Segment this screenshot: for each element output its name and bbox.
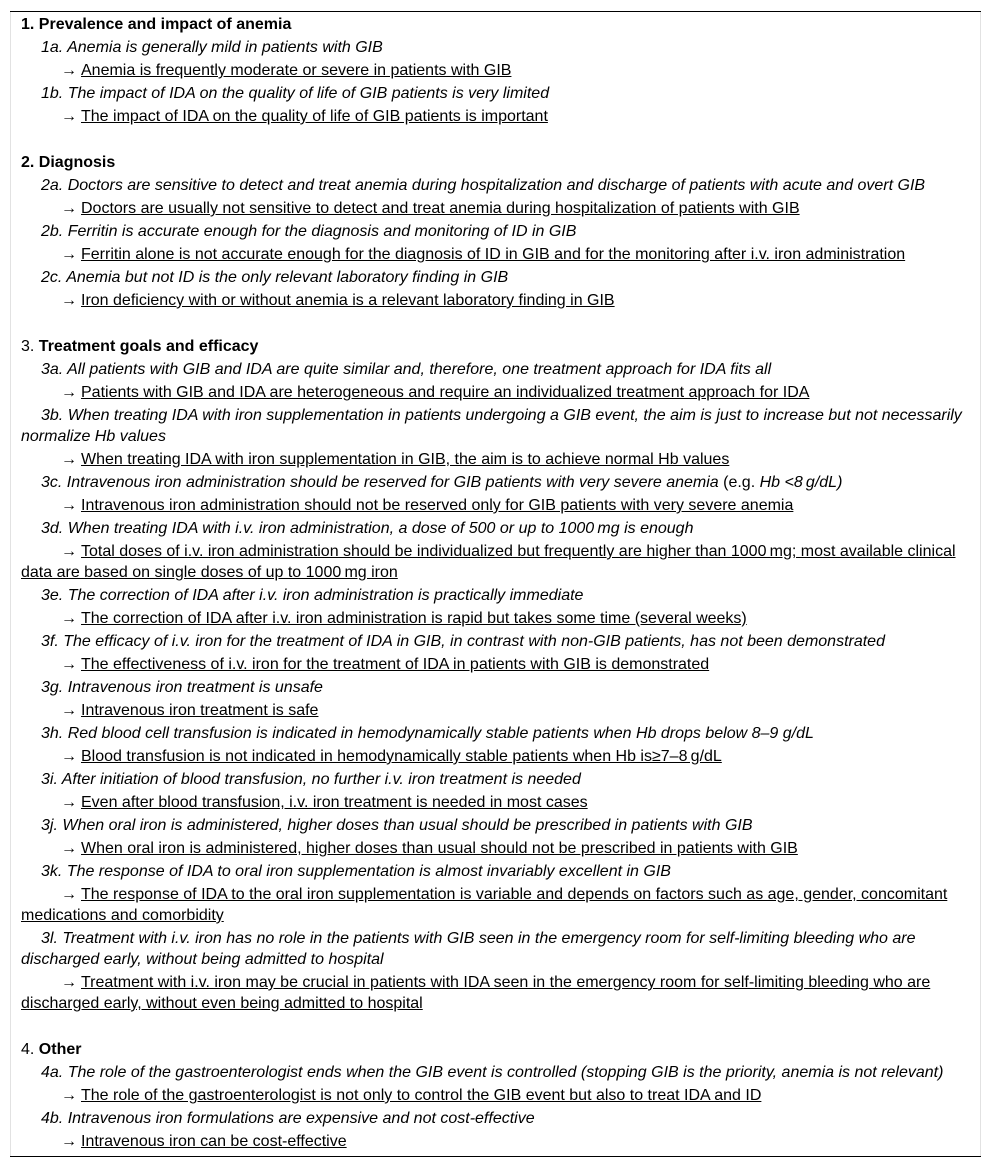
arrow-icon: → [61,610,77,627]
fact-1b-text: The impact of IDA on the quality of life of GIB patients is important [81,108,548,125]
fact-3l-text: Treatment with i.v. iron may be crucial in patients with IDA seen in the emergency room for self-limiting bleeding who are discharged early, without even being admitted to hospital [21,974,931,1012]
arrow-icon: → [61,1087,77,1104]
myth-3f: 3f. The efficacy of i.v. iron for the treatment of IDA in GIB, in contrast with non-GIB patients, has not been demonstrated [41,633,885,650]
fact-4b-text: Intravenous iron can be cost-effective [81,1133,347,1150]
arrow-icon: → [61,748,77,765]
fact-3e-text: The correction of IDA after i.v. iron administration is rapid but takes some time (several weeks) [81,610,747,627]
fact-3i-text: Even after blood transfusion, i.v. iron treatment is needed in most cases [81,794,588,811]
fact-3c-text: Intravenous iron administration should not be reserved only for GIB patients with very severe anemia [81,497,794,514]
fact-4a-text: The role of the gastroenterologist is not only to control the GIB event but also to treat IDA and ID [81,1087,762,1104]
fact-3k-text: The response of IDA to the oral iron supplementation is variable and depends on factors such as age, gender, concomitant medications and comorbidity [21,886,948,924]
myth-3l: 3l. Treatment with i.v. iron has no role in the patients with GIB seen in the emergency room for self-limiting bleeding who are discharged early, without being admitted to hospital [21,930,916,968]
fact-2a [21,197,971,220]
fact-1a-text: Anemia is frequently moderate or severe in patients with GIB [81,62,512,79]
myth-3c: 3c. Intravenous iron administration should be reserved for GIB patients with very severe anemia (e.g. Hb <8 g/dL) [41,474,843,491]
fact-3k [21,883,971,927]
fact-2c-text: Iron deficiency with or without anemia is a relevant laboratory finding in GIB [81,292,615,309]
fact-4a [21,1084,971,1107]
arrow-icon: → [61,543,77,560]
arrow-icon: → [61,702,77,719]
fact-3l [21,971,971,1015]
myth-2c: 2c. Anemia but not ID is the only relevant laboratory finding in GIB [41,269,509,286]
fact-3i [21,791,971,814]
myth-3b: 3b. When treating IDA with iron supplementation in patients undergoing a GIB event, the aim is just to increase but not necessarily normalize Hb values [21,407,962,445]
fact-3g-text: Intravenous iron treatment is safe [81,702,319,719]
fact-3a-text: Patients with GIB and IDA are heterogeneous and require an individualized treatment approach for IDA [81,384,810,401]
fact-2c [21,289,971,312]
fact-3c [21,494,971,517]
spacer [21,128,971,151]
myth-3e: 3e. The correction of IDA after i.v. iron administration is practically immediate [41,587,584,604]
fact-2b-text: Ferritin alone is not accurate enough for the diagnosis of ID in GIB and for the monitoring after i.v. iron administration [81,246,906,263]
fact-3b [21,448,971,471]
fact-4b [21,1130,971,1153]
myths-table [10,11,981,1157]
fact-3j-text: When oral iron is administered, higher doses than usual should not be prescribed in patients with GIB [81,840,798,857]
arrow-icon: → [61,451,77,468]
fact-3h [21,745,971,768]
section-heading-prevalence: 1. Prevalence and impact of anemia [21,16,292,33]
myth-3h: 3h. Red blood cell transfusion is indicated in hemodynamically stable patients when Hb drops below 8–9 g/dL [41,725,814,742]
myth-4a: 4a. The role of the gastroenterologist ends when the GIB event is controlled (stopping GIB is the priority, anemia is not relevant) [41,1064,944,1081]
arrow-icon: → [61,794,77,811]
myth-2b: 2b. Ferritin is accurate enough for the diagnosis and monitoring of ID in GIB [41,223,577,240]
myth-4b: 4b. Intravenous iron formulations are expensive and not cost-effective [41,1110,535,1127]
spacer [21,1015,971,1038]
arrow-icon: → [61,62,77,79]
arrow-icon: → [61,840,77,857]
section-heading-other: 4. Other [21,1041,82,1058]
myth-3i: 3i. After initiation of blood transfusion, no further i.v. iron treatment is needed [41,771,581,788]
arrow-icon: → [61,292,77,309]
arrow-icon: → [61,974,77,991]
fact-2a-text: Doctors are usually not sensitive to detect and treat anemia during hospitalization of patients with GIB [81,200,800,217]
myth-3j: 3j. When oral iron is administered, higher doses than usual should be prescribed in patients with GIB [41,817,753,834]
section-heading-treatment: 3. Treatment goals and efficacy [21,338,259,355]
fact-3d [21,540,971,584]
arrow-icon: → [61,497,77,514]
fact-3h-text: Blood transfusion is not indicated in hemodynamically stable patients when Hb is≥7–8 g/dL [81,748,722,765]
arrow-icon: → [61,656,77,673]
myth-1b: 1b. The impact of IDA on the quality of life of GIB patients is very limited [41,85,550,102]
arrow-icon: → [61,246,77,263]
spacer [21,312,971,335]
arrow-icon: → [61,1133,77,1150]
fact-1a [21,59,971,82]
fact-3b-text: When treating IDA with iron supplementation in GIB, the aim is to achieve normal Hb values [81,451,730,468]
table-body [21,13,971,1153]
arrow-icon: → [61,384,77,401]
arrow-icon: → [61,886,77,903]
fact-3g [21,699,971,722]
fact-3f [21,653,971,676]
fact-1b [21,105,971,128]
myth-3a: 3a. All patients with GIB and IDA are quite similar and, therefore, one treatment approach for IDA fits all [41,361,772,378]
arrow-icon: → [61,108,77,125]
myth-3k: 3k. The response of IDA to oral iron supplementation is almost invariably excellent in GIB [41,863,671,880]
myth-2a: 2a. Doctors are sensitive to detect and treat anemia during hospitalization and discharge of patients with acute and overt GIB [41,177,926,194]
arrow-icon: → [61,200,77,217]
fact-3e [21,607,971,630]
myth-3d: 3d. When treating IDA with i.v. iron administration, a dose of 500 or up to 1000 mg is enough [41,520,694,537]
fact-3j [21,837,971,860]
fact-3f-text: The effectiveness of i.v. iron for the treatment of IDA in patients with GIB is demonstrated [81,656,710,673]
fact-3a [21,381,971,404]
section-heading-diagnosis: 2. Diagnosis [21,154,116,171]
fact-3d-text: Total doses of i.v. iron administration should be individualized but frequently are higher than 1000 mg; most available clinical data are based on single doses of up to 1000 mg iron [21,543,956,581]
myth-1a: 1a. Anemia is generally mild in patients with GIB [41,39,383,56]
fact-2b [21,243,971,266]
myth-3g: 3g. Intravenous iron treatment is unsafe [41,679,323,696]
